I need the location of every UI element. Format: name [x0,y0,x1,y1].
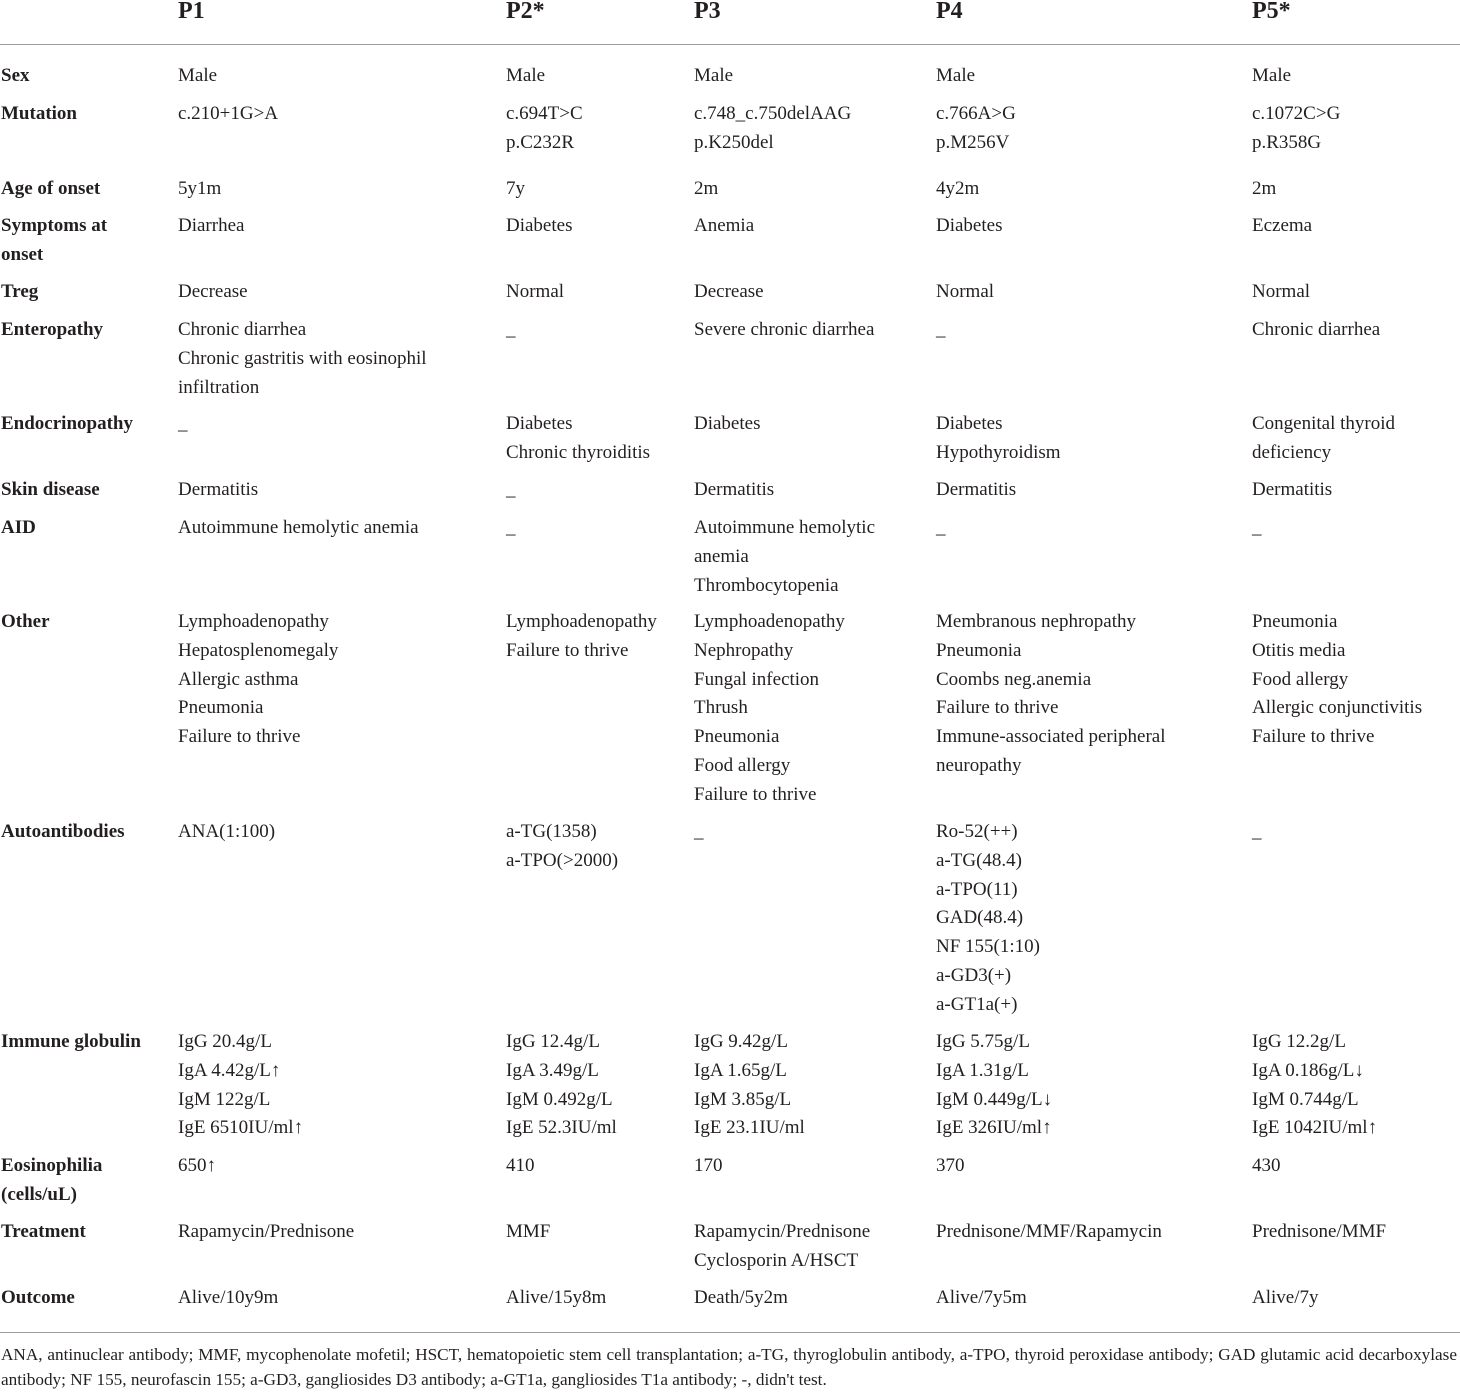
row-label [1,100,166,129]
cell-line: Allergic conjunctivitis [1252,697,1423,719]
table-cell [506,410,686,468]
table-cell [936,476,1244,505]
table-cell [178,278,498,307]
cell-line: Failure to thrive [936,697,1059,719]
row-label-line: Symptoms at [1,215,108,236]
cell-line: Congenital thyroid [1252,413,1396,434]
table-cell [936,212,1244,241]
row-label-line: onset [1,243,44,265]
cell-line: Allergic asthma [178,668,299,690]
row-label [1,1028,166,1057]
bottom-rule [0,1332,1460,1333]
cell-line: Alive/7y [1252,1287,1319,1308]
cell-line: 7y [506,178,525,199]
cell-line: p.M256V [936,131,1010,153]
cell-line: IgG 12.2g/L [1252,1031,1346,1052]
cell-line: Failure to thrive [506,639,629,661]
table-cell [936,278,1244,307]
table-cell [506,175,686,204]
cell-line: Chronic thyroiditis [506,441,651,463]
table-cell [694,608,928,810]
table-cell [694,1028,928,1143]
cell-line: Diabetes [936,413,1003,434]
column-header-p3: P3 [694,0,721,24]
table-cell [936,100,1244,158]
column-header-p5: P5* [1252,0,1291,24]
table-cell [694,1284,928,1313]
cell-line: 430 [1252,1155,1281,1176]
cell-line: Normal [936,281,995,302]
table-cell [936,514,1244,543]
row-label-line: Skin disease [1,479,100,500]
cell-line: _ [1252,821,1262,842]
cell-line: _ [1252,517,1262,538]
column-header-p2: P2* [506,0,545,24]
cell-line: _ [694,821,704,842]
cell-line: a-GD3(+) [936,964,1012,986]
table-cell [1252,608,1460,752]
cell-line: _ [506,479,516,500]
column-header-p4: P4 [936,0,963,24]
row-label [1,1284,166,1313]
cell-line: Food allergy [1252,668,1349,690]
table-cell [506,1284,686,1313]
table-cell [178,514,498,543]
cell-line: Chronic diarrhea [1252,319,1381,340]
cell-line: Thrush [694,697,748,719]
cell-line: Rapamycin/Prednisone [694,1221,871,1242]
table-cell [694,278,928,307]
cell-line: Pneumonia [936,639,1022,661]
row-label-line: Treatment [1,1221,86,1242]
row-label [1,476,166,505]
row-label [1,175,166,204]
cell-line: a-TPO(>2000) [506,849,619,871]
table-cell [936,1028,1244,1143]
cell-line: a-TPO(11) [936,878,1018,900]
cell-line: Prednisone/MMF [1252,1221,1387,1242]
cell-line: IgA 1.31g/L [936,1059,1029,1081]
table-cell [178,175,498,204]
table-cell [936,410,1244,468]
table-cell [178,1152,498,1181]
cell-line: deficiency [1252,441,1332,463]
cell-line: Failure to thrive [178,726,301,748]
cell-line: Rapamycin/Prednisone [178,1221,355,1242]
row-label-line: Autoantibodies [1,821,125,842]
cell-line: 650↑ [178,1155,216,1176]
cell-line: Cyclosporin A/HSCT [694,1249,859,1271]
table-cell [936,818,1244,1020]
cell-line: Chronic diarrhea [178,319,307,340]
cell-line: Anemia [694,215,755,236]
row-label [1,608,166,637]
cell-line: IgM 0.449g/L↓ [936,1088,1053,1110]
cell-line: Nephropathy [694,639,794,661]
cell-line: Failure to thrive [1252,726,1375,748]
cell-line: Alive/7y5m [936,1287,1027,1308]
table-cell [694,1218,928,1276]
cell-line: 2m [1252,178,1277,199]
table-cell [694,818,928,847]
cell-line: IgM 122g/L [178,1088,271,1110]
cell-line: c.1072C>G [1252,103,1341,124]
table-header [0,0,1460,44]
table-cell [1252,818,1460,847]
row-label [1,818,166,847]
cell-line: 5y1m [178,178,222,199]
cell-line: Lymphoadenopathy [178,611,329,632]
table-cell [506,818,686,876]
cell-line: p.R358G [1252,131,1322,153]
table-cell [178,410,498,439]
table-cell [694,476,928,505]
cell-line: IgE 326IU/ml↑ [936,1117,1052,1139]
row-label-line: Enteropathy [1,319,104,340]
row-label [1,1218,166,1247]
cell-line: neuropathy [936,754,1022,776]
row-label-line: AID [1,517,36,538]
row-label-line: Treg [1,281,39,302]
cell-line: Otitis media [1252,639,1346,661]
table-cell [936,1284,1244,1313]
table-cell [936,175,1244,204]
cell-line: a-GT1a(+) [936,993,1018,1015]
cell-line: IgE 6510IU/ml↑ [178,1117,304,1139]
cell-line: Dermatitis [694,479,775,500]
table-cell [1252,1284,1460,1313]
row-label-line: Other [1,611,50,632]
cell-line: Lymphoadenopathy [506,611,657,632]
cell-line: IgM 0.744g/L [1252,1088,1359,1110]
table-cell [178,1218,498,1247]
cell-line: MMF [506,1221,551,1242]
cell-line: Pneumonia [1252,611,1338,632]
cell-line: 370 [936,1155,965,1176]
cell-line: 170 [694,1155,723,1176]
cell-line: Lymphoadenopathy [694,611,845,632]
row-label [1,62,166,91]
table-cell [506,1152,686,1181]
cell-line: Fungal infection [694,668,820,690]
cell-line: Alive/10y9m [178,1287,279,1308]
cell-line: IgG 20.4g/L [178,1031,272,1052]
table-cell [1252,175,1460,204]
cell-line: Male [506,65,546,86]
cell-line: c.694T>C [506,103,583,124]
cell-line: _ [178,413,188,434]
table-footnote: ANA, antinuclear antibody; MMF, mycophenolate mofetil; HSCT, hematopoietic stem cell transplantation; a-TG, thyroglobulin antibody, a-TPO, thyroid peroxidase antibody; GAD glutamic acid decarboxylase antibody; NF 155, neurofascin 155; a-GD3, gangliosides D3 antibody; a-GT1a, gangliosides T1a antibody; -, didn't test. [1,1345,1457,1389]
cell-line: Prednisone/MMF/Rapamycin [936,1221,1162,1242]
cell-line: Food allergy [694,754,791,776]
table-cell [936,1152,1244,1181]
table-cell [506,278,686,307]
cell-line: Male [936,65,976,86]
table-cell [1252,514,1460,543]
cell-line: Hypothyroidism [936,441,1061,463]
cell-line: IgA 0.186g/L↓ [1252,1059,1364,1081]
cell-line: Dermatitis [178,479,259,500]
cell-line: Autoimmune hemolytic [694,517,876,538]
cell-line: c.748_c.750delAAG [694,103,852,124]
table-cell [1252,1218,1460,1247]
header-rule [0,44,1460,45]
cell-line: IgA 4.42g/L↑ [178,1059,281,1081]
cell-line: _ [506,517,516,538]
row-label-line: Mutation [1,103,77,124]
cell-line: p.C232R [506,131,575,153]
table-cell [1252,410,1460,468]
cell-line: NF 155(1:10) [936,936,1040,958]
cell-line: Coombs neg.anemia [936,668,1092,690]
cell-line: Decrease [694,281,764,302]
table-cell [506,62,686,91]
table-cell [506,476,686,505]
cell-line: ANA(1:100) [178,821,276,842]
table-cell [178,100,498,129]
row-label-line: Endocrinopathy [1,413,133,434]
cell-line: 4y2m [936,178,980,199]
cell-line: IgE 23.1IU/ml [694,1117,805,1139]
table-cell [506,1218,686,1247]
table-cell [1252,100,1460,158]
cell-line: p.K250del [694,131,774,153]
table-cell [506,1028,686,1143]
cell-line: IgM 3.85g/L [694,1088,792,1110]
cell-line: Death/5y2m [694,1287,788,1308]
table-cell [694,212,928,241]
column-header-p1: P1 [178,0,205,24]
table-cell [1252,212,1460,241]
table-cell [694,410,928,439]
cell-line: c.766A>G [936,103,1016,124]
row-label [1,410,166,439]
cell-line: Autoimmune hemolytic anemia [178,517,419,538]
cell-line: Chronic gastritis with eosinophil [178,347,427,369]
table-cell [936,1218,1244,1247]
cell-line: Normal [1252,281,1311,302]
table-cell [1252,316,1460,345]
row-label-line: Age of onset [1,178,101,199]
table-cell [178,476,498,505]
table-cell [506,608,686,666]
row-label [1,212,166,270]
table-cell [1252,62,1460,91]
table-cell [1252,278,1460,307]
cell-line: IgM 0.492g/L [506,1088,613,1110]
cell-line: Dermatitis [936,479,1017,500]
cell-line: _ [936,319,946,340]
table-cell [178,62,498,91]
cell-line: infiltration [178,376,260,398]
cell-line: a-TG(1358) [506,821,597,842]
row-label [1,1152,166,1210]
row-label [1,514,166,543]
row-label-line: Immune globulin [1,1031,141,1052]
cell-line: a-TG(48.4) [936,849,1022,871]
row-label-line: Eosinophilia [1,1155,103,1176]
table-cell [178,1284,498,1313]
cell-line: Pneumonia [694,726,780,748]
cell-line: Failure to thrive [694,783,817,805]
row-label-line: Sex [1,65,30,86]
cell-line: _ [506,319,516,340]
cell-line: Diarrhea [178,215,245,236]
table-cell [1252,1152,1460,1181]
cell-line: IgG 12.4g/L [506,1031,600,1052]
table-cell [1252,1028,1460,1143]
table-cell [506,212,686,241]
table-cell [936,608,1244,781]
cell-line: Membranous nephropathy [936,611,1136,632]
row-label [1,316,166,345]
row-label-line: Outcome [1,1287,75,1308]
cell-line: Diabetes [936,215,1003,236]
cell-line: GAD(48.4) [936,907,1024,929]
table-cell [506,100,686,158]
cell-line: _ [936,517,946,538]
cell-line: Diabetes [694,413,761,434]
table-cell [694,514,928,600]
cell-line: c.210+1G>A [178,103,279,124]
cell-line: Dermatitis [1252,479,1333,500]
table-cell [936,316,1244,345]
table-cell [178,212,498,241]
cell-line: Pneumonia [178,697,264,719]
cell-line: 410 [506,1155,535,1176]
table-cell [178,818,498,847]
table-cell [936,62,1244,91]
cell-line: IgA 3.49g/L [506,1059,599,1081]
cell-line: Male [694,65,734,86]
cell-line: Alive/15y8m [506,1287,607,1308]
cell-line: Hepatosplenomegaly [178,639,339,661]
cell-line: IgE 1042IU/ml↑ [1252,1117,1378,1139]
cell-line: Male [1252,65,1292,86]
cell-line: Normal [506,281,565,302]
row-label [1,278,166,307]
row-label-line: (cells/uL) [1,1183,77,1205]
table-cell [178,608,498,752]
table-cell [506,514,686,543]
cell-line: IgG 9.42g/L [694,1031,788,1052]
cell-line: Ro-52(++) [936,821,1018,842]
table-cell [694,100,928,158]
table-cell [506,316,686,345]
table-cell [178,316,498,402]
cell-line: Diabetes [506,215,573,236]
cell-line: Immune-associated peripheral [936,726,1166,748]
cell-line: IgG 5.75g/L [936,1031,1030,1052]
table-cell [178,1028,498,1143]
cell-line: Diabetes [506,413,573,434]
table-cell [694,1152,928,1181]
table-cell [694,316,928,345]
cell-line: Male [178,65,218,86]
cell-line: 2m [694,178,719,199]
table-cell [694,62,928,91]
cell-line: Severe chronic diarrhea [694,319,875,340]
cell-line: Eczema [1252,215,1313,236]
cell-line: IgA 1.65g/L [694,1059,787,1081]
table-cell [694,175,928,204]
cell-line: IgE 52.3IU/ml [506,1117,617,1139]
cell-line: Decrease [178,281,248,302]
cell-line: anemia [694,545,749,567]
table-cell [1252,476,1460,505]
cell-line: Thrombocytopenia [694,574,839,596]
